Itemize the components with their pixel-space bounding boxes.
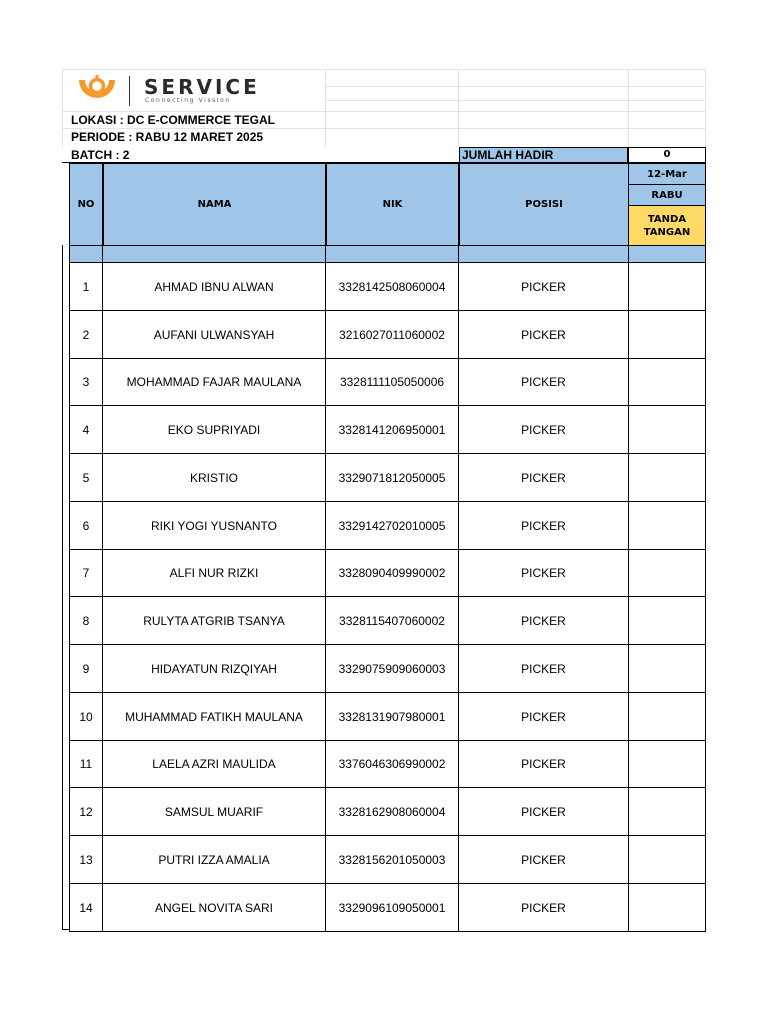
spacer-divider bbox=[628, 245, 629, 263]
cell-nama: AHMAD IBNU ALWAN bbox=[102, 262, 326, 311]
gridline bbox=[705, 69, 706, 147]
cell-posisi: PICKER bbox=[458, 596, 629, 645]
logo-tagline: Connecting Vission bbox=[145, 97, 231, 104]
header-no: NO bbox=[69, 163, 103, 246]
service-logo-icon bbox=[76, 74, 118, 106]
cell-tanda-tangan[interactable] bbox=[628, 453, 706, 502]
cell-posisi: PICKER bbox=[458, 644, 629, 693]
cell-nik: 3328131907980001 bbox=[325, 692, 459, 741]
cell-posisi: PICKER bbox=[458, 883, 629, 932]
gridline bbox=[325, 69, 326, 147]
cell-tanda-tangan[interactable] bbox=[628, 883, 706, 932]
gridline bbox=[62, 69, 63, 147]
cell-posisi: PICKER bbox=[458, 787, 629, 836]
cell-nik: 3329071812050005 bbox=[325, 453, 459, 502]
cell-nama: RIKI YOGI YUSNANTO bbox=[102, 501, 326, 550]
cell-posisi: PICKER bbox=[458, 358, 629, 406]
logo-divider bbox=[129, 76, 130, 106]
spacer-divider bbox=[458, 245, 459, 263]
cell-tanda-tangan[interactable] bbox=[628, 596, 706, 645]
cell-tanda-tangan[interactable] bbox=[628, 310, 706, 359]
gridline bbox=[325, 100, 706, 101]
cell-tanda-tangan[interactable] bbox=[628, 405, 706, 454]
cell-tanda-tangan[interactable] bbox=[628, 358, 706, 406]
cell-tanda-tangan[interactable] bbox=[628, 501, 706, 550]
cell-nama: RULYTA ATGRIB TSANYA bbox=[102, 596, 326, 645]
cell-posisi: PICKER bbox=[458, 740, 629, 788]
cell-no: 2 bbox=[69, 310, 103, 359]
cell-nik: 3328115407060002 bbox=[325, 596, 459, 645]
cell-tanda-tangan[interactable] bbox=[628, 787, 706, 836]
cell-posisi: PICKER bbox=[458, 405, 629, 454]
header-spacer-row bbox=[69, 245, 706, 263]
header-posisi: POSISI bbox=[459, 163, 629, 246]
cell-nik: 3328141206950001 bbox=[325, 405, 459, 454]
jumlah-hadir-value: 0 bbox=[628, 147, 706, 163]
cell-no: 7 bbox=[69, 549, 103, 597]
cell-no: 5 bbox=[69, 453, 103, 502]
cell-nama: AUFANI ULWANSYAH bbox=[102, 310, 326, 359]
cell-posisi: PICKER bbox=[458, 262, 629, 311]
cell-posisi: PICKER bbox=[458, 453, 629, 502]
cell-nik: 3329142702010005 bbox=[325, 501, 459, 550]
gridline bbox=[458, 69, 459, 147]
left-frame-line bbox=[62, 245, 63, 930]
periode-label: PERIODE : RABU 12 MARET 2025 bbox=[71, 130, 264, 144]
cell-nik: 3328162908060004 bbox=[325, 787, 459, 836]
gridline bbox=[628, 69, 629, 147]
cell-nik: 3376046306990002 bbox=[325, 740, 459, 788]
cell-no: 12 bbox=[69, 787, 103, 836]
cell-nik: 3328156201050003 bbox=[325, 835, 459, 884]
cell-nama: SAMSUL MUARIF bbox=[102, 787, 326, 836]
cell-no: 4 bbox=[69, 405, 103, 454]
cell-nama: MOHAMMAD FAJAR MAULANA bbox=[102, 358, 326, 406]
cell-no: 1 bbox=[69, 262, 103, 311]
cell-tanda-tangan[interactable] bbox=[628, 740, 706, 788]
cell-posisi: PICKER bbox=[458, 501, 629, 550]
cell-nik: 3216027011060002 bbox=[325, 310, 459, 359]
cell-tanda-tangan[interactable] bbox=[628, 262, 706, 311]
header-tanda-tangan: TANDA TANGAN bbox=[628, 205, 706, 246]
header-nama: NAMA bbox=[103, 163, 326, 246]
cell-nik: 3329096109050001 bbox=[325, 883, 459, 932]
cell-nama: LAELA AZRI MAULIDA bbox=[102, 740, 326, 788]
cell-posisi: PICKER bbox=[458, 549, 629, 597]
batch-label: BATCH : 2 bbox=[71, 148, 130, 162]
header-day: RABU bbox=[628, 184, 706, 206]
cell-nama: KRISTIO bbox=[102, 453, 326, 502]
cell-no: 9 bbox=[69, 644, 103, 693]
jumlah-hadir-label: JUMLAH HADIR bbox=[459, 147, 628, 163]
gridline bbox=[325, 86, 706, 87]
cell-posisi: PICKER bbox=[458, 835, 629, 884]
cell-nama: PUTRI IZZA AMALIA bbox=[102, 835, 326, 884]
spacer-divider bbox=[325, 245, 326, 263]
lokasi-label: LOKASI : DC E-COMMERCE TEGAL bbox=[71, 113, 275, 127]
cell-no: 13 bbox=[69, 835, 103, 884]
cell-nama: MUHAMMAD FATIKH MAULANA bbox=[102, 692, 326, 741]
cell-no: 11 bbox=[69, 740, 103, 788]
cell-nik: 3328111105050006 bbox=[325, 358, 459, 406]
cell-tanda-tangan[interactable] bbox=[628, 835, 706, 884]
cell-nama: ANGEL NOVITA SARI bbox=[102, 883, 326, 932]
cell-no: 14 bbox=[69, 883, 103, 932]
header-nik: NIK bbox=[326, 163, 459, 246]
cell-no: 8 bbox=[69, 596, 103, 645]
cell-nik: 3328142508060004 bbox=[325, 262, 459, 311]
cell-tanda-tangan[interactable] bbox=[628, 549, 706, 597]
logo-brand-text: SERVICE bbox=[144, 75, 260, 99]
left-frame-bottom bbox=[62, 929, 69, 930]
header-date: 12-Mar bbox=[628, 163, 706, 185]
cell-posisi: PICKER bbox=[458, 310, 629, 359]
cell-nik: 3328090409990002 bbox=[325, 549, 459, 597]
cell-tanda-tangan[interactable] bbox=[628, 692, 706, 741]
cell-nama: ALFI NUR RIZKI bbox=[102, 549, 326, 597]
gridline bbox=[62, 69, 706, 70]
cell-tanda-tangan[interactable] bbox=[628, 644, 706, 693]
cell-nama: EKO SUPRIYADI bbox=[102, 405, 326, 454]
cell-posisi: PICKER bbox=[458, 692, 629, 741]
cell-no: 6 bbox=[69, 501, 103, 550]
spacer-divider bbox=[102, 245, 103, 263]
cell-nama: HIDAYATUN RIZQIYAH bbox=[102, 644, 326, 693]
cell-no: 3 bbox=[69, 358, 103, 406]
cell-no: 10 bbox=[69, 692, 103, 741]
cell-nik: 3329075909060003 bbox=[325, 644, 459, 693]
